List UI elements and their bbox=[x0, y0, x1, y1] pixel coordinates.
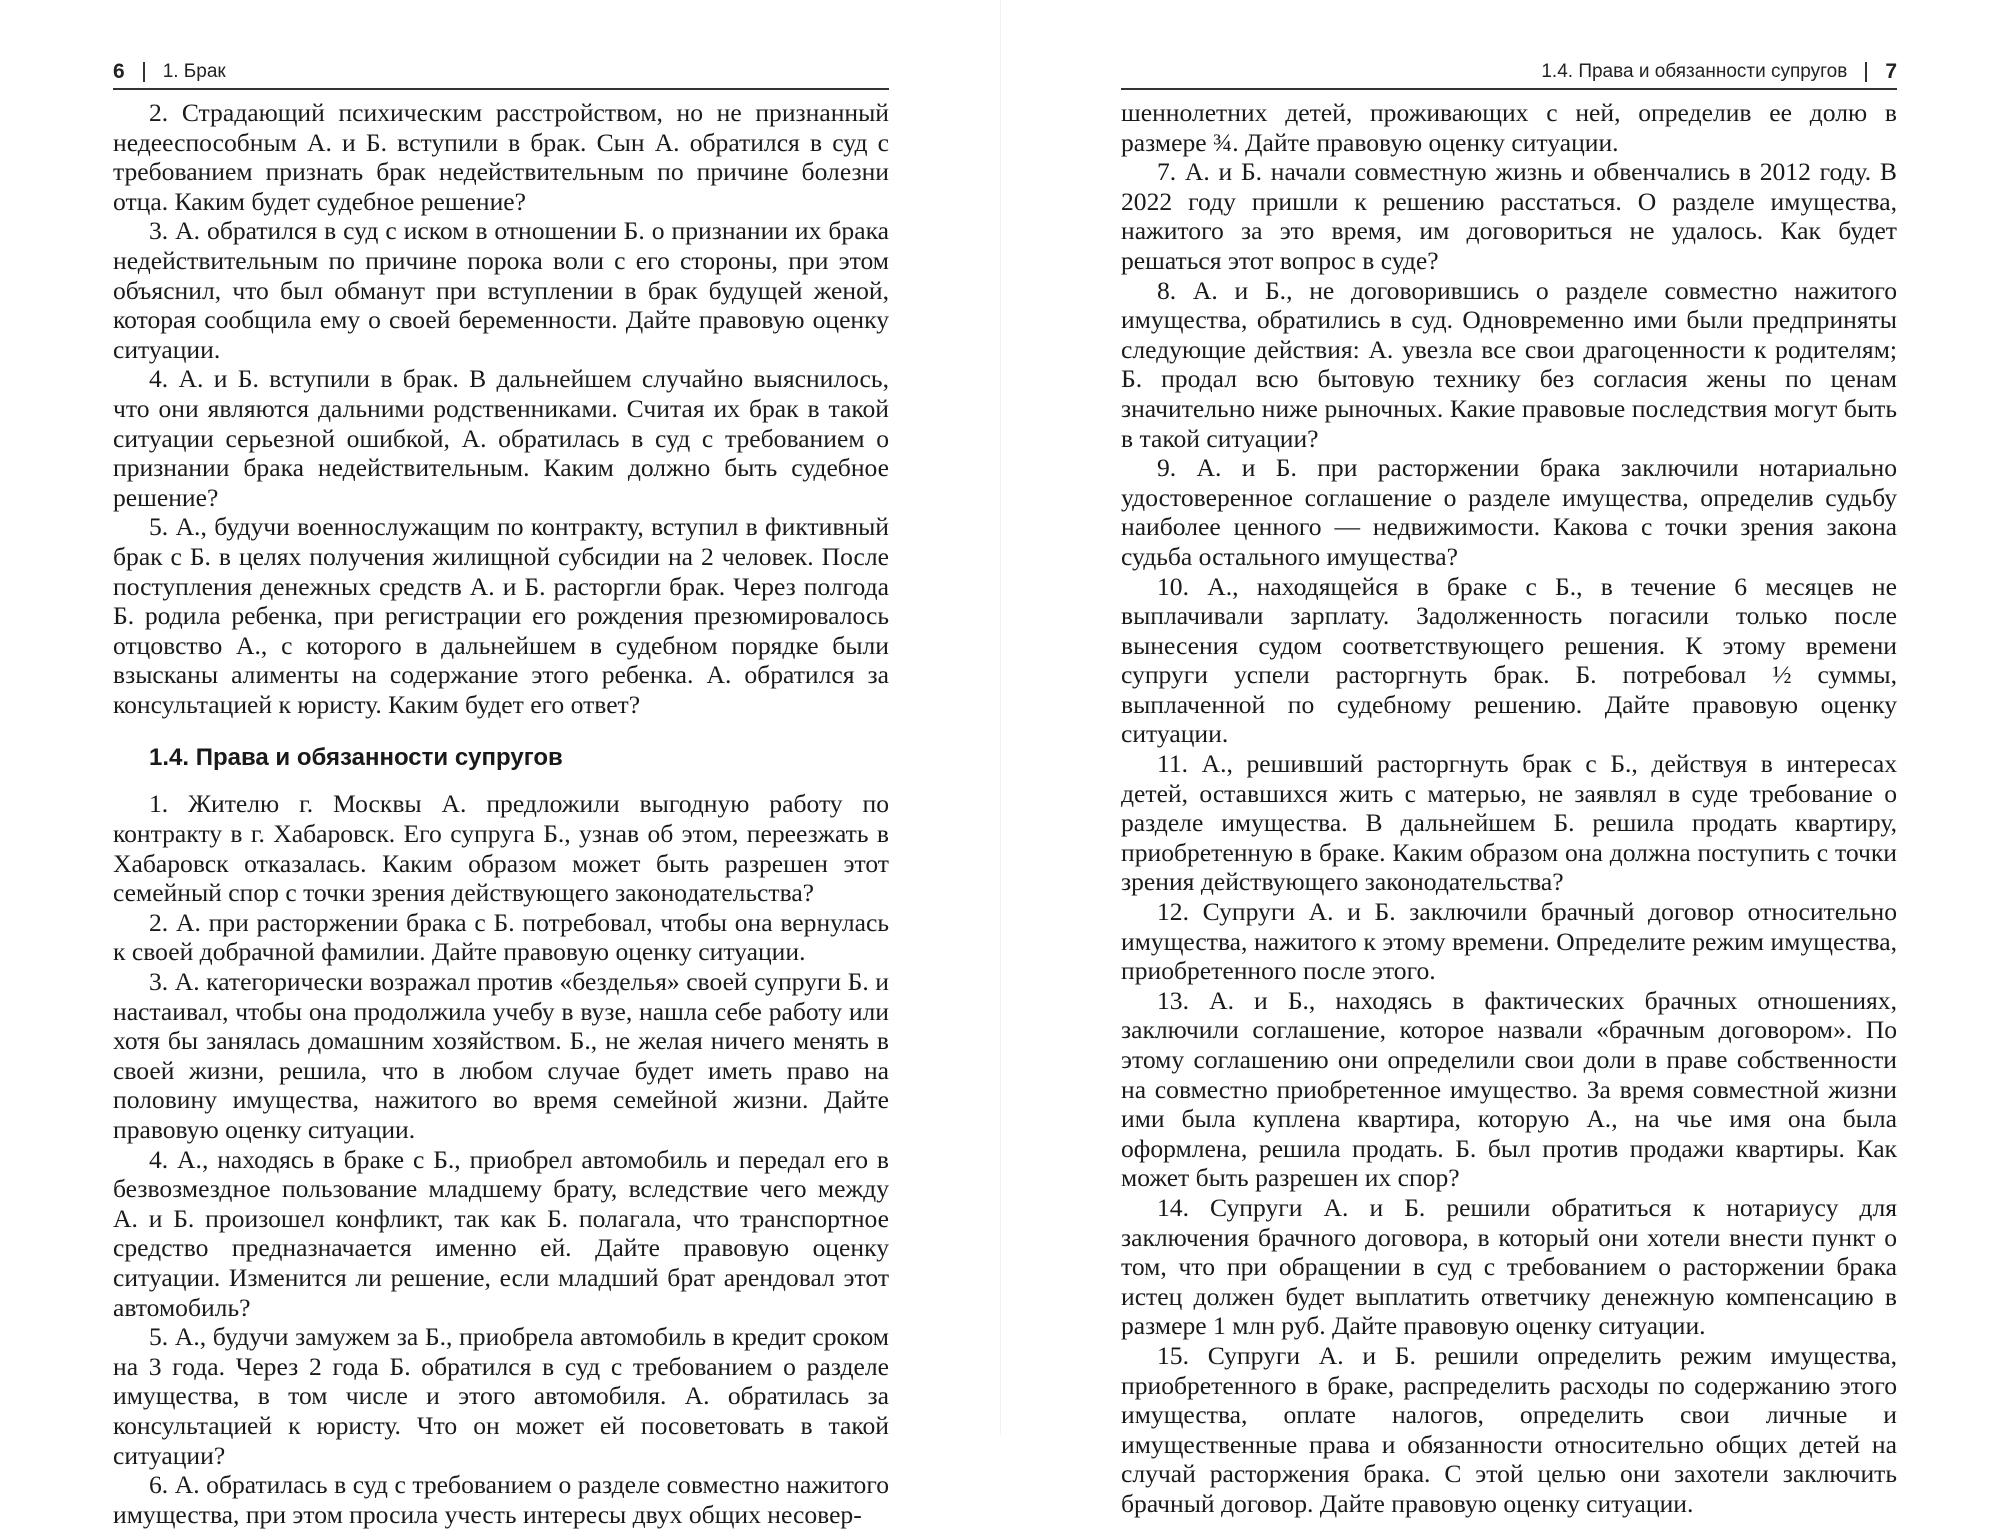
task-paragraph: 9. А. и Б. при расторжении брака заключили нотариально удостоверенное соглашение о разделе имущества, определив судьбу наиболее ценного — недвижимости. Какова с точки зрения закона судьба остального имущества? bbox=[1121, 453, 1897, 571]
task-paragraph: 4. А., находясь в браке с Б., приобрел автомобиль и передал его в безвозмездное пользование младшему брату, вследствие чего между А. и Б. произошел конфликт, так как Б. полагала, что транспортное средство предназначается именно ей. Дайте правовую оценку ситуации. Изменится ли решение, если младший брат арендовал этот автомобиль? bbox=[113, 1144, 889, 1322]
section-heading: 1.4. Права и обязанности супругов bbox=[149, 744, 563, 772]
task-paragraph: 5. А., будучи военнослужащим по контракту, вступил в фиктивный брак с Б. в целях получения жилищной субсидии на 2 человек. После поступления денежных средств А. и Б. расторгли брак. Через полгода Б. родила ребенка, при регистрации его рождения презюмировалось отцовство А., с которого в дальнейшем в судебном порядке были взысканы алименты на содержание этого ребенка. А. обратился за консультацией к юристу. Каким будет его ответ? bbox=[113, 512, 889, 719]
task-paragraph: 2. А. при расторжении брака с Б. потребовал, чтобы она вернулась к своей добрачной фамилии. Дайте правовую оценку ситуации. bbox=[113, 907, 889, 967]
header-separator bbox=[1865, 62, 1867, 82]
task-paragraph: 14. Супруги А. и Б. решили обратиться к нотариусу для заключения брачного договора, в который они хотели внести пункт о том, что при обращении в суд с требованием о расторжении брака истец должен будет выплатить ответчику денежную компенсацию в размере 1 млн руб. Дайте правовую оценку ситуации. bbox=[1121, 1192, 1897, 1341]
left-page-body bbox=[113, 98, 889, 1529]
continuation-paragraph: шеннолетних детей, проживающих с ней, определив ее долю в размере ¾. Дайте правовую оценку ситуации. bbox=[1121, 98, 1897, 157]
task-paragraph: 6. А. обратилась в суд с требованием о разделе совместно нажитого имущества, при этом просила учесть интересы двух общих несовер- bbox=[113, 1470, 889, 1529]
task-paragraph: 5. А., будучи замужем за Б., приобрела автомобиль в кредит сроком на 3 года. Через 2 года Б. обратился в суд с требованием о разделе имущества, в том числе и этого автомобиля. А. обратилась за консультацией к юристу. Что он может ей посоветовать в такой ситуации? bbox=[113, 1322, 889, 1470]
left-running-head bbox=[113, 56, 889, 90]
task-paragraph: 1. Жителю г. Москвы А. предложили выгодную работу по контракту в г. Хабаровск. Его супруга Б., узнав об этом, переезжать в Хабаровск отказалась. Каким образом может быть разрешен этот семейный спор с точки зрения действующего законодательства? bbox=[113, 789, 889, 908]
right-page bbox=[1121, 56, 1897, 1519]
left-page-number: 6 bbox=[113, 60, 125, 83]
chapter-title: 1. Брак bbox=[162, 61, 226, 82]
task-paragraph: 3. А. категорически возражал против «безделья» своей супруги Б. и настаивал, чтобы она продолжила учебу в вузе, нашла себе работу или хотя бы занялась домашним хозяйством. Б., не желая ничего менять в своей жизни, решила, что в любом случае будет иметь право на половину имущества, нажитого во время семейной жизни. Дайте правовую оценку ситуации. bbox=[113, 967, 889, 1144]
task-paragraph: 12. Супруги А. и Б. заключили брачный договор относительно имущества, нажитого к этому времени. Определите режим имущества, приобретенного после этого. bbox=[1121, 897, 1897, 986]
task-paragraph: 8. А. и Б., не договорившись о разделе совместно нажитого имущества, обратились в суд. Одновременно ими были предприняты следующие действия: А. увезла все свои драгоценности к родителям; Б. продал всю бытовую технику без согласия жены по ценам значительно ниже рыночных. Какие правовые последствия могут быть в такой ситуации? bbox=[1121, 275, 1897, 453]
header-separator bbox=[143, 62, 145, 82]
task-paragraph: 3. А. обратился в суд с иском в отношении Б. о признании их брака недействительным по причине порока воли с его стороны, при этом объяснил, что был обманут при вступлении в брак будущей женой, которая сообщила ему о своей беременности. Дайте правовую оценку ситуации. bbox=[113, 216, 889, 364]
right-page-number: 7 bbox=[1885, 60, 1897, 83]
task-paragraph: 13. А. и Б., находясь в фактических брачных отношениях, заключили соглашение, которое назвали «брачным договором». По этому соглашению они определили свои доли в праве собственности на совместно приобретенное имущество. За время совместной жизни ими была куплена квартира, которую А., на чье имя она была оформлена, решила продать. Б. был против продажи квартиры. Как может быть разрешен их спор? bbox=[1121, 985, 1897, 1193]
task-paragraph: 15. Супруги А. и Б. решили определить режим имущества, приобретенного в браке, распределить расходы по содержанию этого имущества, оплате налогов, определить свои личные и имущественные права и обязанности относительно общих детей на случай расторжения брака. С этой целью они захотели заключить брачный договор. Дайте правовую оценку ситуации. bbox=[1121, 1340, 1897, 1518]
task-paragraph: 10. А., находящейся в браке с Б., в течение 6 месяцев не выплачивали зарплату. Задолженность погасили только после вынесения судом соответствующего решения. К этому времени супруги успели расторгнуть брак. Б. потребовал ½ суммы, выплаченной по судебному решению. Дайте правовую оценку ситуации. bbox=[1121, 571, 1897, 749]
right-page-body bbox=[1121, 98, 1897, 1519]
left-page bbox=[113, 56, 889, 1529]
section-title: 1.4. Права и обязанности супругов bbox=[1541, 61, 1848, 82]
task-paragraph: 7. А. и Б. начали совместную жизнь и обвенчались в 2012 году. В 2022 году пришли к решению расстаться. О разделе имущества, нажитого за это время, им договориться не удалось. Как будет решаться этот вопрос в суде? bbox=[1121, 157, 1897, 275]
task-paragraph: 4. А. и Б. вступили в брак. В дальнейшем случайно выяснилось, что они являются дальними родственниками. Считая их брак в такой ситуации серьезной ошибкой, А. обратилась в суд с требованием о признании брака недействительным. Каким должно быть судебное решение? bbox=[113, 364, 889, 512]
right-running-head bbox=[1121, 56, 1897, 90]
task-paragraph: 11. А., решивший расторгнуть брак с Б., действуя в интересах детей, оставшихся жить с матерью, не заявлял в суде требование о разделе имущества. В дальнейшем Б. решила продать квартиру, приобретенную в браке. Каким образом она должна поступить с точки зрения действующего законодательства? bbox=[1121, 749, 1897, 897]
page-gutter bbox=[1000, 0, 1001, 1435]
task-paragraph: 2. Страдающий психическим расстройством, но не признанный недееспособным А. и Б. вступили в брак. Сын А. обратился в суд с требованием признать брак недействительным по причине болезни отца. Каким будет судебное решение? bbox=[113, 98, 889, 216]
